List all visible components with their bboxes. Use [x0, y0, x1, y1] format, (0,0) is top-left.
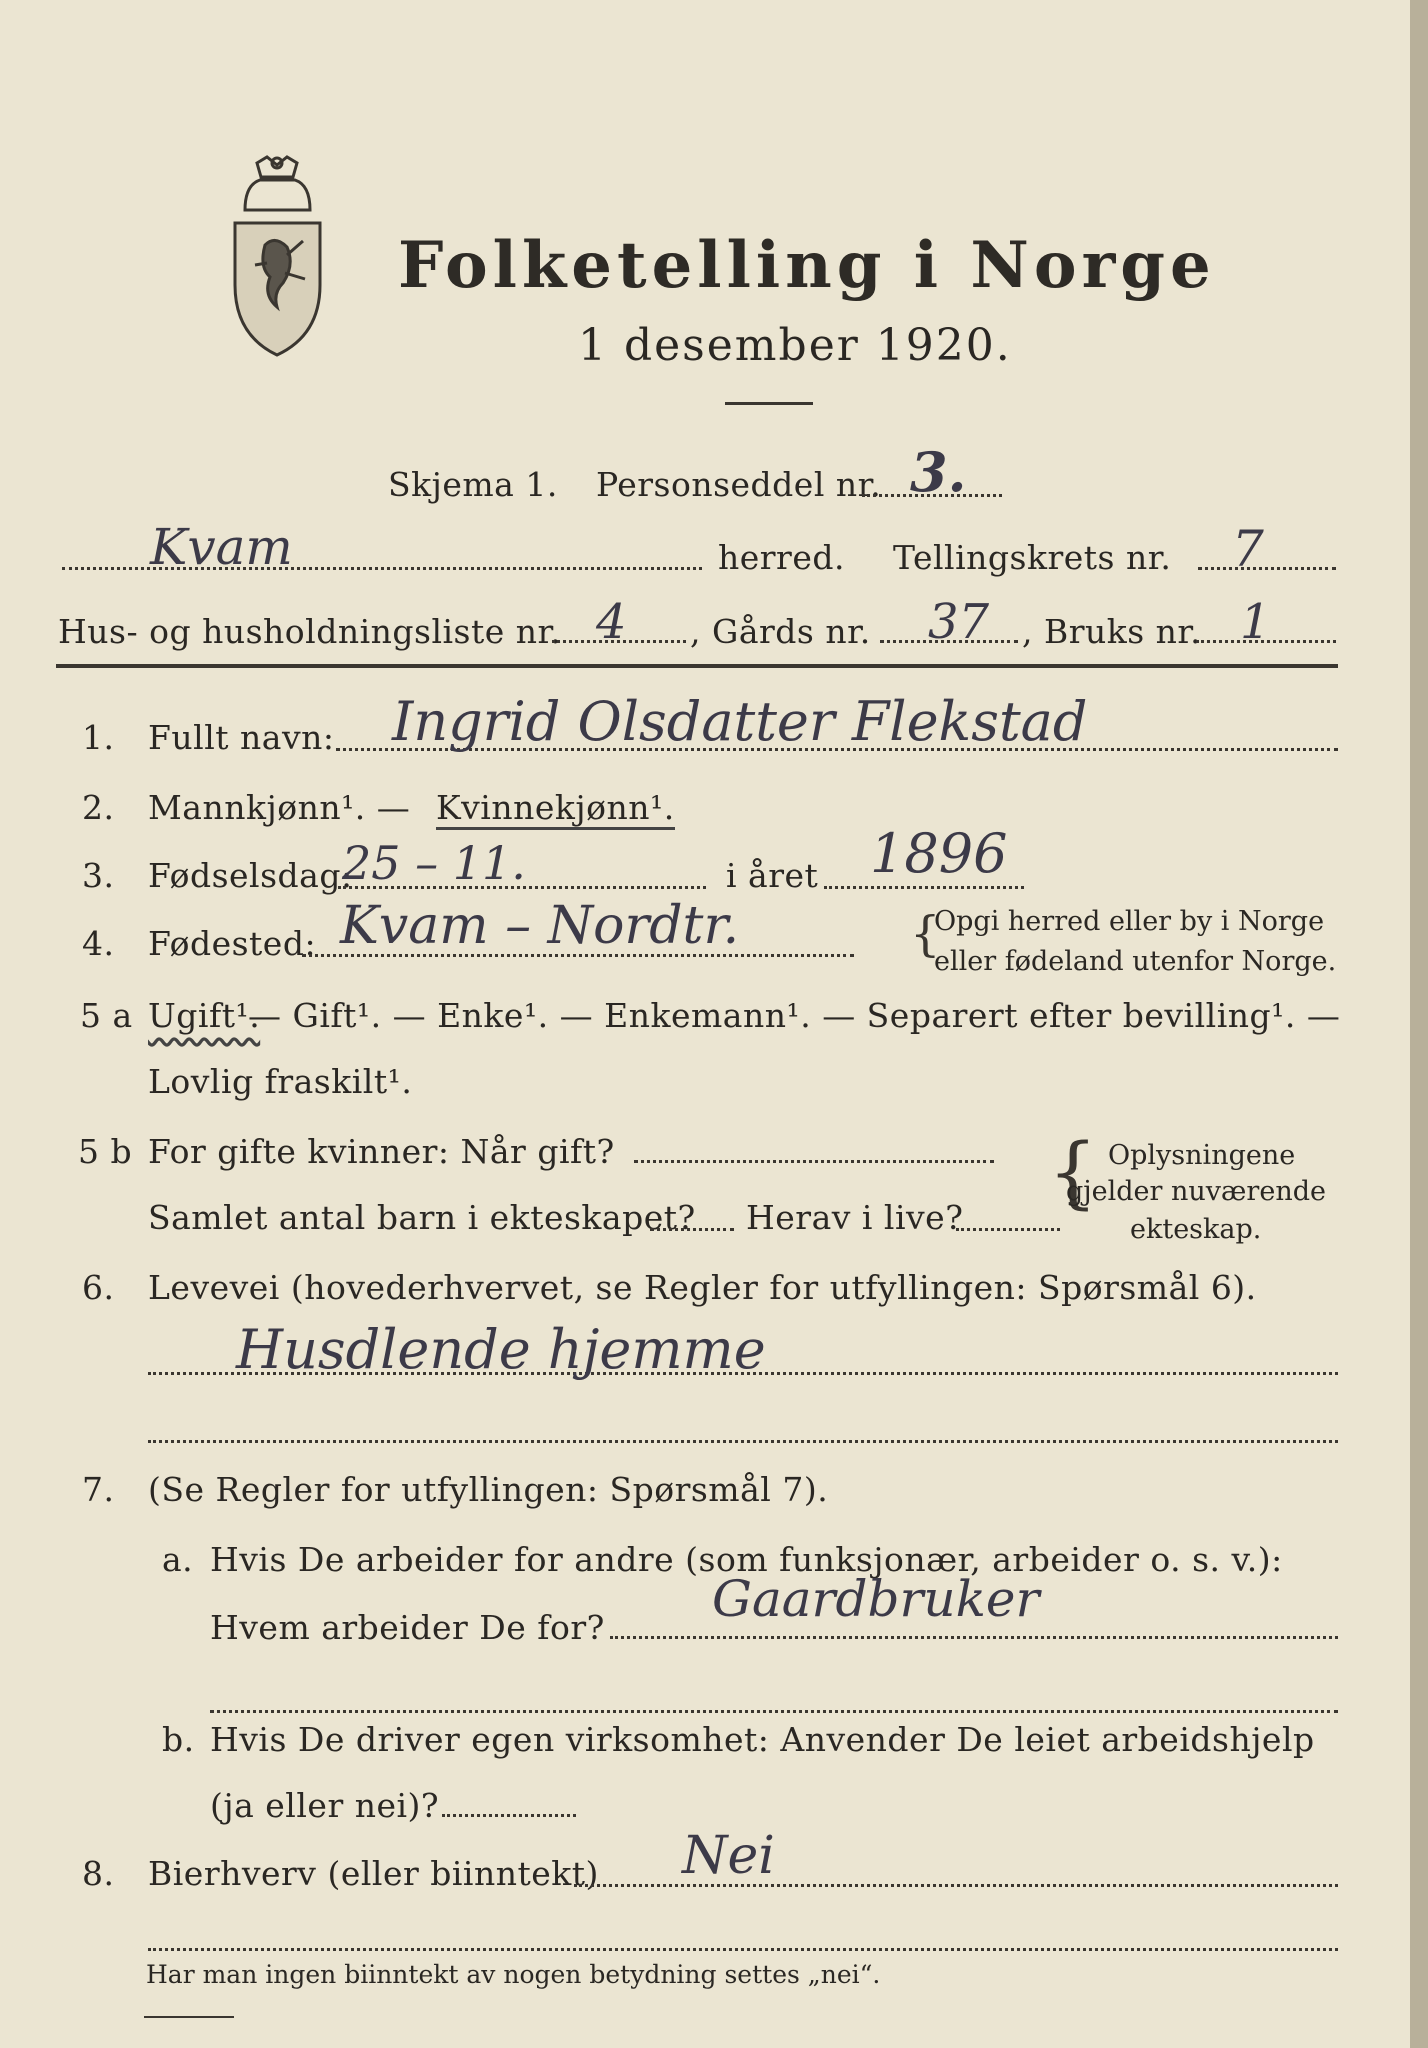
q5b-children-label: Samlet antal barn i ekteskapet?: [148, 1198, 696, 1237]
gards-value: 37: [928, 594, 990, 650]
census-date: 1 desember 1920.: [578, 320, 1012, 371]
hired-help-fill-line: [442, 1814, 576, 1817]
norwegian-coat-of-arms-icon: [215, 155, 340, 360]
header-separator: [56, 664, 1338, 668]
q7b-letter: b.: [162, 1720, 195, 1759]
employer-value: Gaardbruker: [712, 1570, 1040, 1628]
hus-label: Hus- og husholdningsliste nr.: [58, 612, 562, 651]
q3-number: 3.: [82, 856, 115, 895]
occupation-fill-line-2: [148, 1440, 1338, 1443]
q8-number: 8.: [82, 1854, 115, 1893]
footer-note: Har man ingen biinntekt av nogen betydning settes „nei“.: [146, 1960, 881, 1989]
sex-option-male: Mannkjønn¹. —: [148, 788, 411, 827]
birthday-value: 25 – 11.: [342, 836, 526, 890]
employer-fill-line: [610, 1636, 1338, 1639]
q6-label: Levevei (hovederhvervet, se Regler for utfyllingen: Spørsmål 6).: [148, 1268, 1257, 1307]
q8-label: Bierhverv (eller biinntekt): [148, 1854, 599, 1893]
q1-number: 1.: [82, 718, 115, 757]
herred-label: herred.: [718, 538, 845, 577]
personseddel-value: 3.: [910, 440, 967, 504]
birthplace-value: Kvam – Nordtr.: [340, 896, 740, 956]
scan-edge: [1410, 0, 1428, 2048]
q7-number: 7.: [82, 1470, 115, 1509]
q3-label: Fødselsdag:: [148, 856, 353, 895]
q5b-married-when-label: For gifte kvinner: Når gift?: [148, 1132, 615, 1171]
skjema-label: Skjema 1.: [388, 465, 558, 504]
q4-number: 4.: [82, 924, 115, 963]
occupation-value: Husdlende hjemme: [236, 1318, 766, 1381]
personseddel-label: Personseddel nr.: [596, 465, 882, 504]
sex-option-female-selected: Kvinnekjønn¹.: [436, 788, 675, 830]
form-title: Folketelling i Norge: [398, 228, 1216, 303]
hus-value: 4: [596, 594, 627, 650]
birth-year-value: 1896: [870, 822, 1008, 885]
birthplace-note-line2: eller fødeland utenfor Norge.: [934, 946, 1337, 977]
q4-label: Fødested:: [148, 924, 317, 963]
birthplace-note-line1: Opgi herred eller by i Norge: [934, 906, 1325, 937]
tellingskrets-value: 7: [1232, 520, 1264, 578]
marriage-note-line3: ekteskap.: [1130, 1214, 1262, 1245]
married-when-fill-line: [634, 1160, 994, 1163]
q2-number: 2.: [82, 788, 115, 827]
birthplace-note-brace-icon: {: [910, 906, 941, 962]
side-income-value: Nei: [682, 1826, 775, 1886]
year-fill-line: [824, 886, 1024, 889]
bruks-label: , Bruks nr.: [1022, 612, 1202, 651]
q6-number: 6.: [82, 1268, 115, 1307]
q5b-alive-label: Herav i live?: [746, 1198, 964, 1237]
marriage-note-line1: Oplysningene: [1108, 1140, 1296, 1171]
q5a-number: 5 a: [80, 996, 133, 1035]
marital-status-ugift-selected: Ugift¹.: [148, 996, 261, 1035]
marriage-note-brace-icon: {: [1048, 1128, 1098, 1218]
full-name-value: Ingrid Olsdatter Flekstad: [392, 690, 1088, 753]
bruks-value: 1: [1240, 594, 1271, 650]
q7a-letter: a.: [162, 1540, 194, 1579]
q1-label: Fullt navn:: [148, 718, 335, 757]
q7b-label-line2: (ja eller nei)?: [210, 1786, 440, 1825]
footnote-rule: [144, 2016, 234, 2018]
title-divider: [725, 402, 813, 405]
marital-status-other-options: — Gift¹. — Enke¹. — Enkemann¹. — Separert efter bevilling¹. —: [248, 996, 1341, 1035]
herred-value: Kvam: [150, 518, 293, 576]
q5b-number: 5 b: [78, 1132, 133, 1171]
tellingskrets-fill-line: [1198, 567, 1336, 570]
alive-fill-line: [956, 1228, 1060, 1231]
q7-label: (Se Regler for utfyllingen: Spørsmål 7).: [148, 1470, 829, 1509]
q7a-label-line1: Hvis De arbeider for andre (som funksjonær, arbeider o. s. v.):: [210, 1540, 1283, 1579]
gards-label: , Gårds nr.: [690, 612, 871, 651]
q7b-label-line1: Hvis De driver egen virksomhet: Anvender De leiet arbeidshjelp: [210, 1720, 1315, 1759]
tellingskrets-label: Tellingskrets nr.: [893, 538, 1172, 577]
year-label: i året: [726, 856, 819, 895]
marriage-note-line2: gjelder nuværende: [1066, 1176, 1326, 1207]
side-income-fill-line-2: [148, 1948, 1338, 1951]
marital-status-divorced: Lovlig fraskilt¹.: [148, 1062, 413, 1101]
q7a-label-line2: Hvem arbeider De for?: [210, 1608, 605, 1647]
employer-fill-line-2: [210, 1710, 1338, 1713]
children-fill-line: [650, 1228, 734, 1231]
